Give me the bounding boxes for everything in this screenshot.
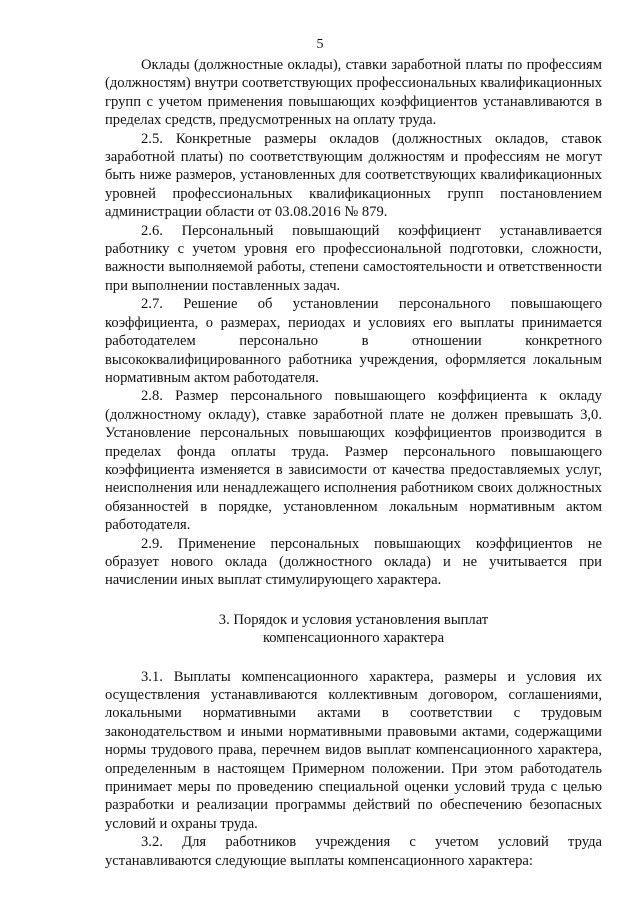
section-heading-line-2: компенсационного характера: [262, 630, 445, 647]
section-heading-line-1: 3. Порядок и условия установления выплат: [218, 611, 489, 628]
paragraph-2-7: 2.7. Решение об установлении персонального повышающего коэффициента, о размерах, периодах и условиях его выплаты принимается работодателем персонально в отношении конкретного высококвалифицированного работника учреждения, оформляется локальным нормативным актом работодателя.: [105, 296, 602, 386]
paragraph-2-8: 2.8. Размер персонального повышающего коэффициента к окладу (должностному окладу), ставке заработной плате не должен превышать 3,0. Установление персональных повышающих коэффициентов производится в пределах фонда оплаты труда. Размер персонального повышающего коэффициента изменяется в зависимости от качества предоставляемых услуг, неисполнения или ненадлежащего исполнения работником своих должностных обязанностей в порядке, установленном локальным нормативным актом работодателя.: [105, 388, 602, 534]
paragraph-3-2: 3.2. Для работников учреждения с учетом условий труда устанавливаются следующие выплаты компенсационного характера:: [105, 834, 602, 869]
paragraph-salary-coefficients: Оклады (должностные оклады), ставки заработной платы по профессиям (должностям) внутри соответствующих профессиональных квалификационных групп с учетом применения повышающих коэффициентов устанавливаются в пределах средств, предусмотренных на оплату труда.: [105, 57, 602, 129]
section-3-heading: [105, 611, 602, 648]
paragraph-3-1: 3.1. Выплаты компенсационного характера, размеры и условия их осуществления устанавливаются коллективным договором, соглашениями, локальными нормативными актами в соответствии с трудовым законодательством и иными нормативными правовыми актами, содержащими нормы трудового права, перечнем видов выплат компенсационного характера, определенным в настоящем Примерном положении. При этом работодатель принимает меры по проведению специальной оценки условий труда с целью разработки и реализации программы действий по обеспечению безопасных условий и охраны труда.: [105, 668, 602, 832]
paragraph-2-5: 2.5. Конкретные размеры окладов (должностных окладов, ставок заработной платы) по соответствующим должностям и профессиям не могут быть ниже размеров, установленных для соответствующих квалификационных уровней профессиональных квалификационных групп постановлением администрации области от 03.08.2016 № 879.: [105, 130, 602, 221]
paragraph-2-9: 2.9. Применение персональных повышающих коэффициентов не образует нового оклада (должностного оклада) и не учитывается при начислении иных выплат стимулирующего характера.: [105, 535, 602, 589]
paragraph-2-6: 2.6. Персональный повышающий коэффициент устанавливается работнику с учетом уровня его профессиональной подготовки, сложности, важности выполняемой работы, степени самостоятельности и ответственности при выполнении поставленных задач.: [105, 222, 602, 294]
page-number: 5: [316, 37, 324, 52]
document-body: [105, 56, 602, 870]
